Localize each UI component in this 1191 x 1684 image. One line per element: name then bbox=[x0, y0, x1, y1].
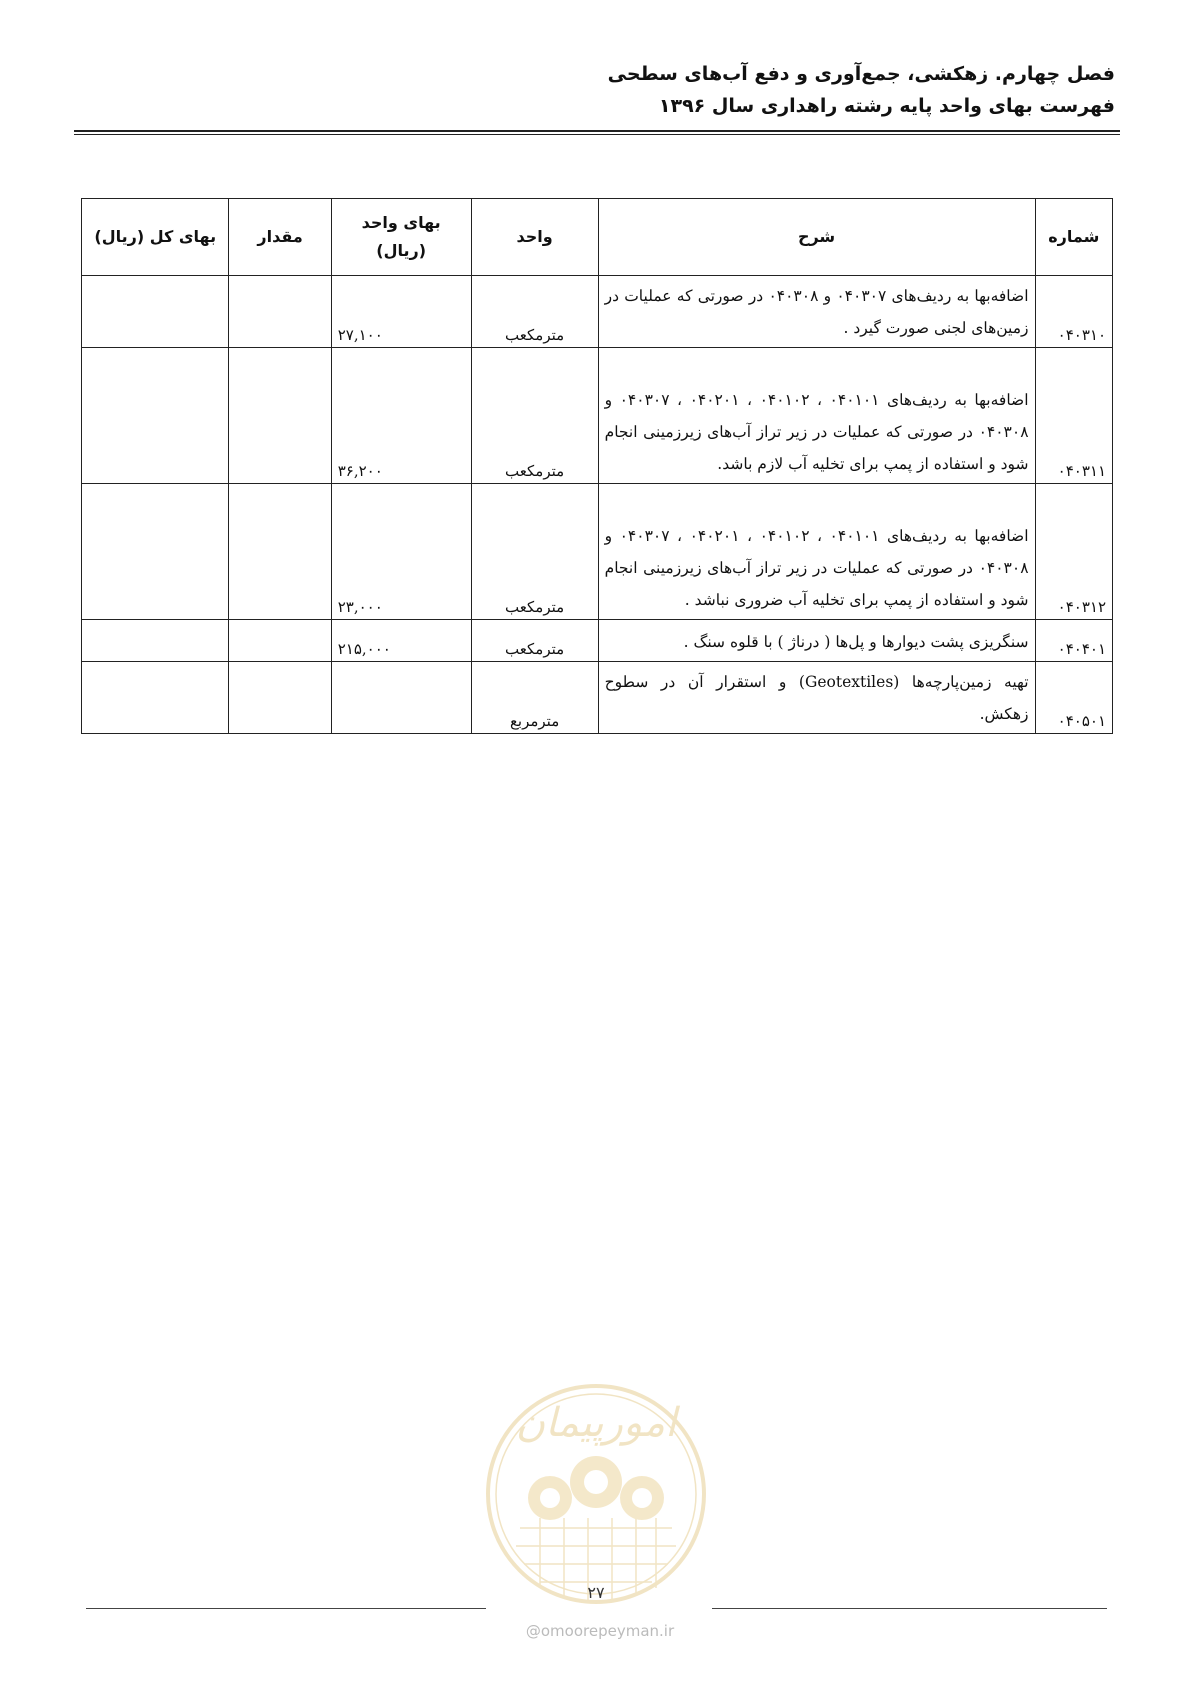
col-header-unit: واحد bbox=[471, 199, 598, 276]
row-number: ۰۴۰۵۰۱ bbox=[1035, 662, 1112, 734]
row-unit: مترمکعب bbox=[471, 620, 598, 662]
row-total bbox=[82, 620, 229, 662]
header-rule-thin bbox=[74, 134, 1120, 135]
col-header-number: شماره bbox=[1035, 199, 1112, 276]
table-row bbox=[82, 620, 1113, 662]
row-unit-price: ۲۳,۰۰۰ bbox=[331, 484, 471, 620]
header-rule-thick bbox=[74, 130, 1120, 132]
row-unit: مترمکعب bbox=[471, 276, 598, 348]
row-quantity bbox=[229, 484, 331, 620]
table-row bbox=[82, 662, 1113, 734]
unit-price-header-line2: (ریال) bbox=[376, 241, 427, 260]
watermark-logo-icon bbox=[480, 1378, 712, 1610]
page-header bbox=[608, 58, 1115, 122]
footer-rule-right bbox=[712, 1608, 1107, 1609]
table-row bbox=[82, 348, 1113, 484]
row-number: ۰۴۰۳۱۰ bbox=[1035, 276, 1112, 348]
row-number: ۰۴۰۳۱۱ bbox=[1035, 348, 1112, 484]
row-unit-price: ۲۱۵,۰۰۰ bbox=[331, 620, 471, 662]
row-description: سنگریزی پشت دیوارها و پل‌ها ( درناژ ) با قلوه سنگ . bbox=[598, 620, 1035, 662]
row-unit-price: ۲۷,۱۰۰ bbox=[331, 276, 471, 348]
row-total bbox=[82, 276, 229, 348]
watermark-logo-text: امورپیمان bbox=[515, 1400, 677, 1446]
row-number: ۰۴۰۳۱۲ bbox=[1035, 484, 1112, 620]
row-unit: مترمربع bbox=[471, 662, 598, 734]
row-unit: مترمکعب bbox=[471, 348, 598, 484]
row-unit-price bbox=[331, 662, 471, 734]
col-header-unit-price bbox=[331, 199, 471, 276]
row-total bbox=[82, 348, 229, 484]
row-number: ۰۴۰۴۰۱ bbox=[1035, 620, 1112, 662]
row-quantity bbox=[229, 276, 331, 348]
col-header-total: بهای کل (ریال) bbox=[82, 199, 229, 276]
row-unit-price: ۳۶,۲۰۰ bbox=[331, 348, 471, 484]
watermark-url: @omoorepeyman.ir bbox=[525, 1622, 675, 1640]
footer-rule-left bbox=[86, 1608, 486, 1609]
row-unit: مترمکعب bbox=[471, 484, 598, 620]
row-description: اضافه‌بها به ردیف‌های ۰۴۰۳۰۷ و ۰۴۰۳۰۸ در صورتی که عملیات در زمین‌های لجنی صورت گیرد . bbox=[598, 276, 1035, 348]
table-header-row bbox=[82, 199, 1113, 276]
row-description: اضافه‌بها به ردیف‌های ۰۴۰۱۰۱ ، ۰۴۰۱۰۲ ، ۰۴۰۲۰۱ ، ۰۴۰۳۰۷ و ۰۴۰۳۰۸ در صورتی که عملیات در زیر تراز آب‌های زیرزمینی انجام شود و استفاده از پمپ برای تخلیه آب لازم باشد. bbox=[598, 348, 1035, 484]
row-description: اضافه‌بها به ردیف‌های ۰۴۰۱۰۱ ، ۰۴۰۱۰۲ ، ۰۴۰۲۰۱ ، ۰۴۰۳۰۷ و ۰۴۰۳۰۸ در صورتی که عملیات در زیر تراز آب‌های زیرزمینی انجام شود و استفاده از پمپ برای تخلیه آب ضروری نباشد . bbox=[598, 484, 1035, 620]
row-quantity bbox=[229, 620, 331, 662]
row-total bbox=[82, 484, 229, 620]
table-row bbox=[82, 484, 1113, 620]
row-quantity bbox=[229, 348, 331, 484]
chapter-title: فصل چهارم. زهکشی، جمع‌آوری و دفع آب‌های سطحی bbox=[607, 63, 1115, 85]
col-header-description: شرح bbox=[598, 199, 1035, 276]
price-list-table bbox=[81, 198, 1113, 734]
col-header-quantity: مقدار bbox=[229, 199, 331, 276]
row-description: تهیه زمین‌پارچه‌ها (Geotextiles) و استقرار آن در سطوح زهکش. bbox=[598, 662, 1035, 734]
page-number: ۲۷ bbox=[587, 1583, 605, 1602]
unit-price-header-line1: بهای واحد bbox=[361, 213, 441, 232]
table-row bbox=[82, 276, 1113, 348]
row-quantity bbox=[229, 662, 331, 734]
row-total bbox=[82, 662, 229, 734]
document-title: فهرست بهای واحد پایه رشته راهداری سال ۱۳۹۶ bbox=[658, 95, 1115, 117]
